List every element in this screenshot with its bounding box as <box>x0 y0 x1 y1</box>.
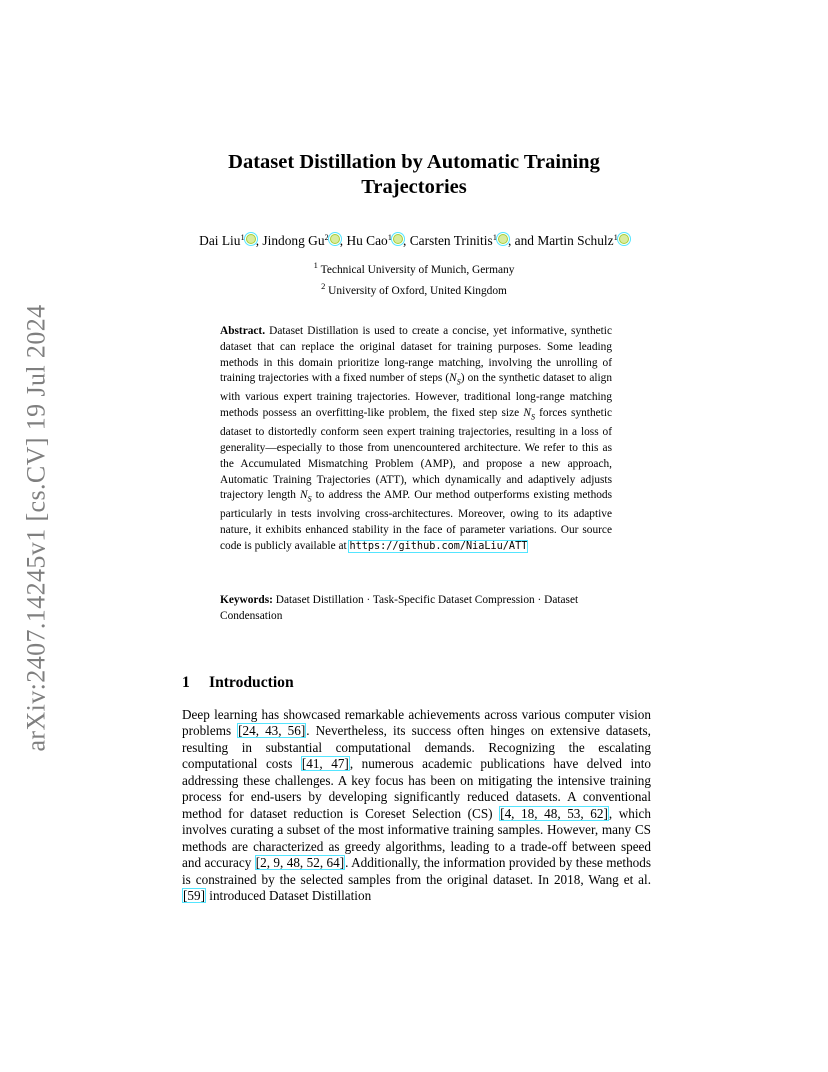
author-martin-schulz: Martin Schulz$^1$ <box>537 233 629 248</box>
section-heading-introduction: 1 Introduction <box>182 674 294 691</box>
orcid-icon[interactable] <box>246 234 256 244</box>
orcid-icon[interactable] <box>498 234 508 244</box>
affiliation-2: $^2$ University of Oxford, United Kingdom <box>321 280 507 297</box>
author-jindong-gu: Jindong Gu$^2$ <box>262 233 339 248</box>
author-list: Dai Liu$^1$ , Jindong Gu$^2$ , Hu Cao$^1$ , Carsten Trinitis$^1$ , and Martin Schulz$^1$ <box>120 228 708 250</box>
orcid-icon[interactable] <box>393 234 403 244</box>
source-code-link[interactable]: https://github.com/NiaLiu/ATT <box>349 540 528 552</box>
affiliations <box>250 258 578 300</box>
author-dai-liu: Dai Liu$^1$ <box>199 233 256 248</box>
affiliation-1: $^1$ Technical University of Munich, Germany <box>313 260 515 276</box>
keywords: Keywords: Dataset Distillation · Task-Specific Dataset Compression · Dataset Condensation <box>220 594 579 622</box>
citation-link[interactable]: [24, 43, 56] <box>238 723 306 739</box>
citation-link[interactable]: [59] <box>183 887 205 903</box>
keywords-label: Keywords: <box>220 594 273 606</box>
arxiv-identifier: arXiv:2407.14245v1 [cs.CV] 19 Jul 2024 <box>22 303 51 752</box>
arxiv-sidebar <box>18 295 56 760</box>
math-ns: $N_S$ <box>523 407 535 422</box>
author-hu-cao: Hu Cao$^1$ <box>346 233 403 248</box>
introduction-paragraph: Deep learning has showcased remarkable achievements across various computer vision problems [24, 43, 56]. Nevertheless, its success often hinges on extensive datasets, resulting in substantial computational demands. Recognizing the escalating computational costs [41, 47], numerous academic publications have delved into addressing these challenges. A key focus has been on mitigating the intensive training process for end-users by developing significantly reduced datasets. A conventional method for dataset reduction is Coreset Selection (CS) [4, 18, 48, 53, 62], which involves curating a subset of the most informative training samples. However, many CS methods are characterized as greedy algorithms, leading to a trade-off between speed and accuracy [2, 9, 48, 52, 64]. Additionally, the information provided by these methods is constrained by the selected samples from the original dataset. In 2018, Wang et al. [59] introduced Dataset Distillation <box>182 707 651 903</box>
abstract: Abstract. Dataset Distillation is used to create a concise, yet informative, synthetic dataset that can replace the original dataset for training purposes. Some leading methods in this domain prioritize long-range matching, involving the unrolling of training trajectories with a fixed number of steps $(N_S)$ on the synthetic dataset to align with various expert training trajectories. However, traditional long-range matching methods possess an overfitting-like problem, the fixed step size $N_S$ forces synthetic dataset to distortedly conform seen expert training trajectories, resulting in a loss of generality—especially to those from unencountered architecture. We refer to this as the Accumulated Mismatching Problem (AMP), and propose a new approach, Automatic Training Trajectories (ATT), which dynamically and adaptively adjusts trajectory length $N_S$ to address the AMP. Our method outperforms existing methods particularly in tests involving cross-architectures. Moreover, owing to its adaptive nature, it exhibits enhanced stability in the face of parameter variations. Our source code is publicly available at https://github.com/NiaLiu/ATT <box>220 325 613 552</box>
abstract-label: Abstract. <box>220 325 266 337</box>
math-ns: $N_S$ <box>299 489 312 504</box>
math-ns: $N_S$ <box>449 372 461 387</box>
citation-link[interactable]: [4, 18, 48, 53, 62] <box>500 805 608 821</box>
orcid-icon[interactable] <box>330 234 340 244</box>
citation-link[interactable]: [2, 9, 48, 52, 64] <box>255 855 345 871</box>
author-carsten-trinitis: Carsten Trinitis$^1$ <box>410 233 508 248</box>
paper-title: Dataset Distillation by Automatic Training Trajectories <box>228 151 600 198</box>
orcid-icon[interactable] <box>619 234 629 244</box>
citation-link[interactable]: [41, 47] <box>301 756 349 772</box>
